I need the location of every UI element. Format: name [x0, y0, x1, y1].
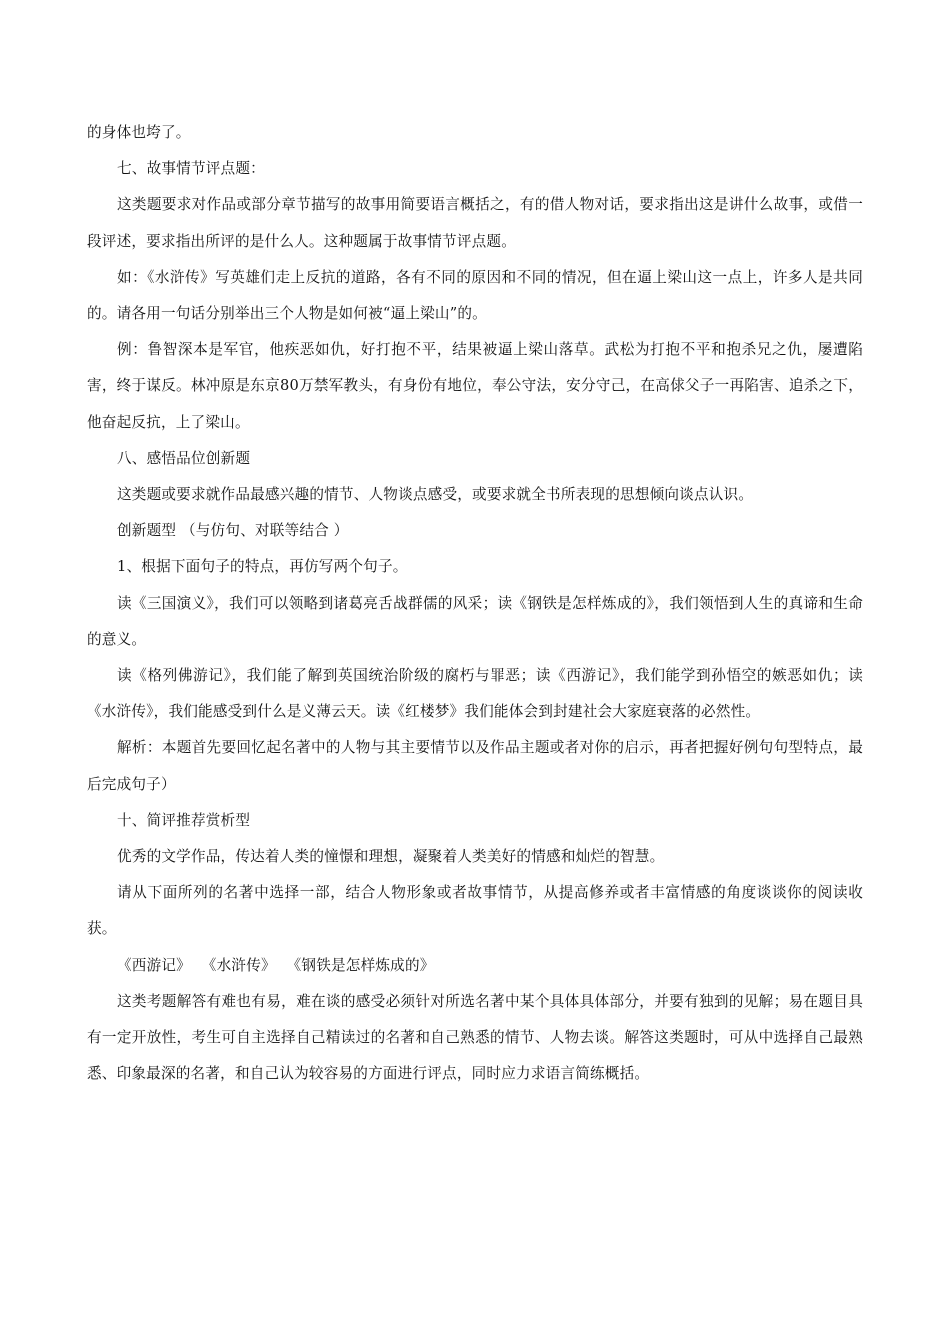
paragraph: 优秀的文学作品，传达着人类的憧憬和理想，凝聚着人类美好的情感和灿烂的智慧。	[117, 848, 665, 866]
paragraph-continuation: 的身体也垮了。	[87, 124, 191, 141]
paragraph-sample-answer: 读《格列佛游记》，我们能了解到英国统治阶级的腐朽与罪恶；读《西游记》，我们能学到孙悟空的嫉恶如仇；读《水浒传》，我们能感受到什么是义薄云天。读《红楼梦》我们能体会到封建社会大家庭衰落的必然性。	[87, 667, 863, 721]
question-item: 1、根据下面句子的特点，再仿写两个句子。	[117, 558, 408, 576]
paragraph-analysis: 解析：本题首先要回忆起名著中的人物与其主要情节以及作品主题或者对你的启示，再者把握好例句句型特点，最后完成句子）	[87, 739, 863, 793]
paragraph-example-answer: 例：鲁智深本是军官，他疾恶如仇，好打抱不平，结果被逼上梁山落草。武松为打抱不平和抱杀兄之仇，屡遭陷害，终于谋反。林冲原是东京80万禁军教头，有身份有地位，奉公守法，安分守己，在高俅父子一再陷害、追杀之下，他奋起反抗，上了梁山。	[87, 341, 863, 431]
book-list: 《西游记》 《水浒传》 《钢铁是怎样炼成的》	[117, 956, 435, 974]
paragraph-sample-sentence: 读《三国演义》，我们可以领略到诸葛亮舌战群儒的风采；读《钢铁是怎样炼成的》，我们领悟到人生的真谛和生命的意义。	[87, 594, 863, 648]
paragraph-explanation: 这类考题解答有难也有易，难在谈的感受必须针对所选名著中某个具体具体部分，并要有独到的见解；易在题目具有一定开放性，考生可自主选择自己精读过的名著和自己熟悉的情节、人物去谈。解答这类题时，可从中选择自己最熟悉、印象最深的名著，和自己认为较容易的方面进行评点，同时应力求语言简练概括。	[87, 992, 863, 1083]
section-heading-8: 八、感悟品位创新题	[117, 449, 251, 467]
paragraph-prompt: 请从下面所列的名著中选择一部，结合人物形象或者故事情节，从提高修养或者丰富情感的角度谈谈你的阅读收获。	[87, 884, 863, 938]
subheading-innovation: 创新题型 （与仿句、对联等结合 ）	[117, 522, 349, 540]
section-heading-10: 十、简评推荐赏析型	[117, 811, 251, 829]
paragraph: 这类题或要求就作品最感兴趣的情节、人物谈点感受，或要求就全书所表现的思想倾向谈点认识。	[117, 486, 754, 504]
paragraph: 这类题要求对作品或部分章节描写的故事用简要语言概括之，有的借人物对话，要求指出这是讲什么故事，或借一段评述，要求指出所评的是什么人。这种题属于故事情节评点题。	[87, 196, 863, 250]
document-body	[87, 115, 863, 1092]
section-heading-7: 七、故事情节评点题：	[117, 160, 265, 178]
paragraph-example-question: 如：《水浒传》写英雄们走上反抗的道路，各有不同的原因和不同的情况，但在逼上梁山这一点上，许多人是共同的。请各用一句话分别举出三个人物是如何被“逼上梁山”的。	[87, 268, 863, 323]
